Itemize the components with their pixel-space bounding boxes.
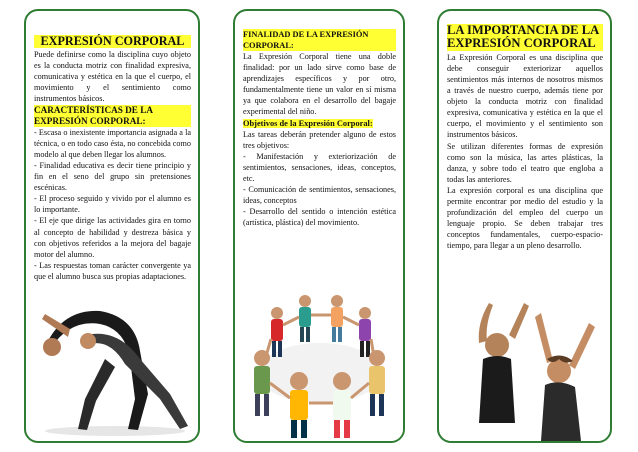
- panel-2-intro: La Expresión Corporal tiene una doble finalidad: por un lado sirve como base de aprendizajes específicos y por otro, fundamentalmente tiene un valor en sí misma ya que colabora en el desarrollo del bagaje experimental del niño.: [243, 52, 396, 117]
- panel-1-item: - El eje que dirige las actividades gira en torno al concepto de habilidad y destreza básica y con objetivos referidos a la mejora del bagaje motor del alumno.: [34, 216, 191, 259]
- panel-expresion-corporal: [24, 9, 200, 443]
- panel-1-text: [34, 35, 191, 282]
- panel-2-item: - Manifestación y exteriorización de sentimientos, sensaciones, ideas, conceptos, etc.: [243, 151, 396, 183]
- panel-1-title: EXPRESIÓN CORPORAL: [34, 35, 191, 48]
- panel-2-text: [243, 29, 396, 228]
- panel-1-item: - Finalidad educativa es decir tiene principio y fin en el seno del grupo sin pretensiones escénicas.: [34, 160, 191, 193]
- dancers-photo: [30, 289, 196, 439]
- panel-3-title: LA IMPORTANCIA DE LA EXPRESIÓN CORPORAL: [447, 24, 603, 51]
- panel-3-paragraph: La Expresión Corporal es una disciplina que debe conseguir exteriorizar aquellos sentimientos más internos de nosotros mismos a través de nuestro cuerpo, además tiene por objeto la conducta motriz con finalidad expresiva, comunicativa y estética en la que el cuerpo, el movimiento y el sentimiento son instrumentos básicos.: [447, 52, 603, 140]
- panel-1-item: - El proceso seguido y vivido por el alumno es lo importante.: [34, 194, 191, 215]
- panel-1-subtitle: CARACTERÍSTICAS DE LA EXPRESIÓN CORPORAL:: [34, 105, 191, 126]
- panel-3-paragraph: Se utilizan diferentes formas de expresión como son la música, las artes plásticas, la danza, y sobre todo el teatro que engloba a todas las anteriores.: [447, 141, 603, 184]
- panel-importancia: [437, 9, 612, 443]
- panel-2-item: - Comunicación de sentimientos, sensaciones, ideas, conceptos: [243, 185, 396, 206]
- panel-3-paragraph: La expresión corporal es una disciplina que permite encontrar por medio del estudio y la profundización del empleo del cuerpo un lenguaje propio. Se deben trabajar tres conceptos fundamentales, cuerpo-espacio-tiempo, para llegar a un pleno desarrollo.: [447, 185, 603, 251]
- panel-1-item: - Las respuestas toman carácter convergente ya que el alumno busca sus propias adaptaciones.: [34, 260, 191, 281]
- panel-finalidad: [233, 9, 405, 443]
- panel-2-lead: Las tareas deberán pretender alguno de estos tres objetivos:: [243, 129, 396, 150]
- panel-2-title: FINALIDAD DE LA EXPRESIÓN CORPORAL:: [243, 29, 396, 51]
- panel-3-text: [447, 24, 603, 252]
- panel-1-item: - Escasa o inexistente importancia asignada a la técnica, o en todo caso ésta, no concebida como modelo al que deben llegar los alumnos.: [34, 127, 191, 159]
- panel-2-item: - Desarrollo del sentido o intención estética (artística, plástica) del movimiento.: [243, 207, 396, 228]
- panel-2-subtitle: Objetivos de la Expresión Corporal:: [243, 118, 373, 128]
- children-circle-photo: [237, 263, 403, 441]
- dancers-hands-photo: [449, 273, 605, 441]
- panel-1-intro: Puede definirse como la disciplina cuyo objeto es la conducta motriz con finalidad expresiva, comunicativa y estética en la que el cuerpo, el movimiento y el sentimiento como instrumentos básicos.: [34, 50, 191, 104]
